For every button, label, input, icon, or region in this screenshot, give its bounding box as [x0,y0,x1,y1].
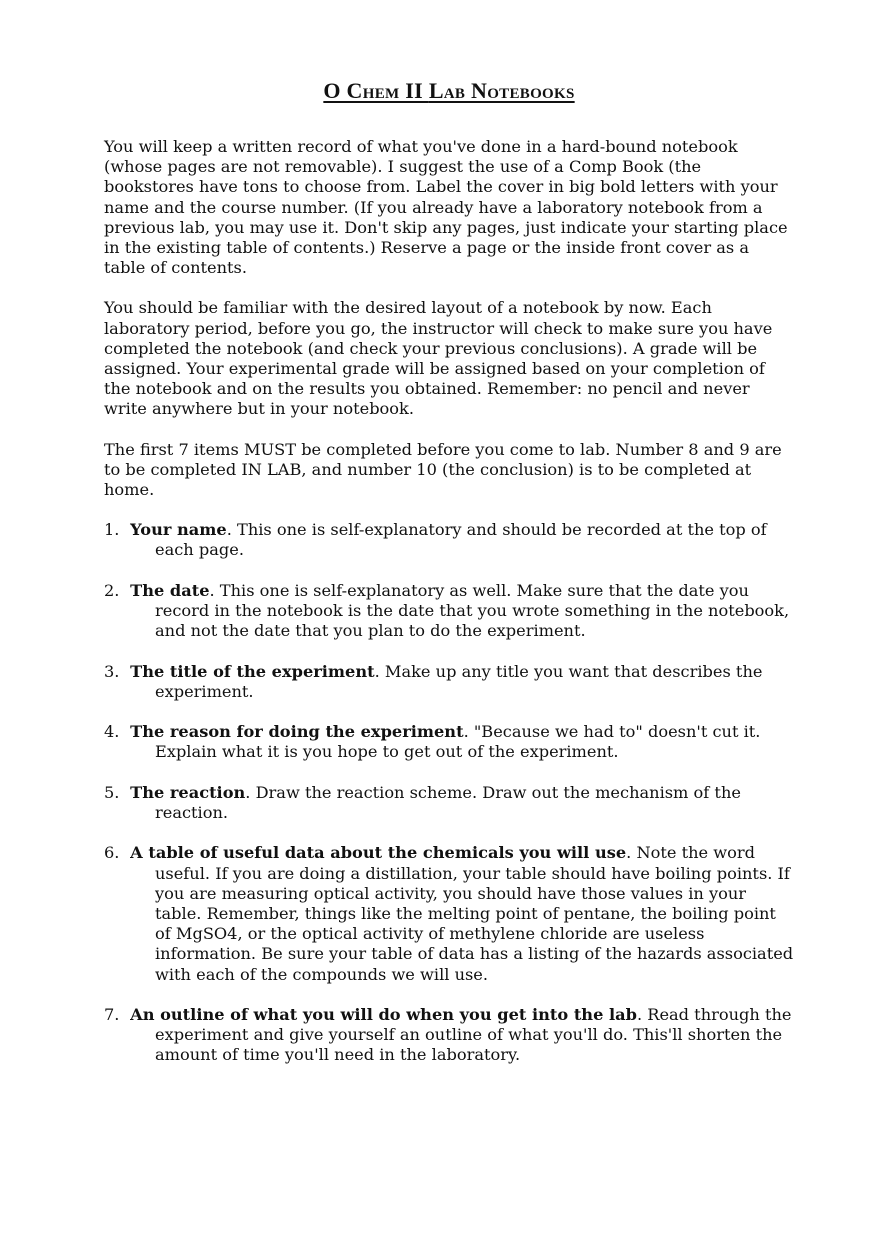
item-text: . Make up any title you want that describes the experiment. [155,661,763,701]
page-title [104,78,794,104]
item-heading: The title of the experiment [130,661,375,681]
item-number: 4. [104,722,120,742]
item-heading: A table of useful data about the chemicals you will use [130,843,627,863]
title-part-topic: Lab Notebooks [428,78,575,103]
item-text: . Read through the experiment and give yourself an outline of what you'll do. This'll shorten the amount of time you'll need in the laboratory. [155,1005,792,1065]
list-item [104,843,794,984]
item-heading: The reason for doing the experiment [130,722,464,742]
list-item [104,662,794,702]
document-page [104,78,794,1086]
item-heading: The reaction [130,782,246,802]
list-item [104,722,794,762]
item-number: 2. [104,580,120,600]
item-number: 7. [104,1005,120,1025]
list-item [104,581,794,642]
list-item [104,783,794,823]
item-heading: The date [130,580,210,600]
item-text: . Draw the reaction scheme. Draw out the mechanism of the reaction. [155,782,741,823]
items-intro-paragraph: The first 7 items MUST be completed before you come to lab. Number 8 and 9 are to be completed IN LAB, and number 10 (the conclusion) is to be completed at home. [104,439,782,500]
item-text: . Note the word useful. If you are doing a distillation, your table should have boiling points. If you are measuring optical activity, you should have those values in your table. Remember, things like the melting point of pentane, the boiling point of MgSO4, or the optical activity of methylene chloride are useless information. Be sure your table of data has a listing of the hazards associated with each of the compounds we will use. [155,843,794,984]
item-text: . This one is self-explanatory and should be recorded at the top of each page. [155,520,767,560]
item-number: 3. [104,661,120,681]
item-text: . "Because we had to" doesn't cut it. Explain what it is you hope to get out of the experiment. [155,722,761,762]
item-heading: Your name [130,520,227,540]
item-number: 5. [104,782,120,802]
layout-paragraph: You should be familiar with the desired layout of a notebook by now. Each laboratory period, before you go, the instructor will check to make sure you have completed the notebook (and check your previous conclusions). A grade will be assigned. Your experimental grade will be assigned based on your completion of the notebook and on the results you obtained. Remember: no pencil and never write anywhere but in your notebook. [104,298,773,419]
item-text: . This one is self-explanatory as well. Make sure that the date you record in the notebook is the date that you wrote something in the notebook, and not the date that you plan to do the experiment. [155,580,790,641]
list-item [104,1005,794,1066]
notebook-items-list [104,520,794,1065]
intro-paragraph: You will keep a written record of what you've done in a hard-bound notebook (whose pages are not removable). I suggest the use of a Comp Book (the bookstores have tons to choose from. Label the cover in big bold letters with your name and the course number. (If you already have a laboratory notebook from a previous lab, you may use it. Don't skip any pages, just indicate your starting place in the existing table of contents.) Reserve a page or the inside front cover as a table of contents. [104,137,788,278]
item-heading: An outline of what you will do when you get into the lab [130,1005,637,1025]
list-item [104,520,794,560]
item-number: 6. [104,843,120,863]
item-number: 1. [104,520,120,540]
title-part-course: O Chem II [323,78,423,103]
